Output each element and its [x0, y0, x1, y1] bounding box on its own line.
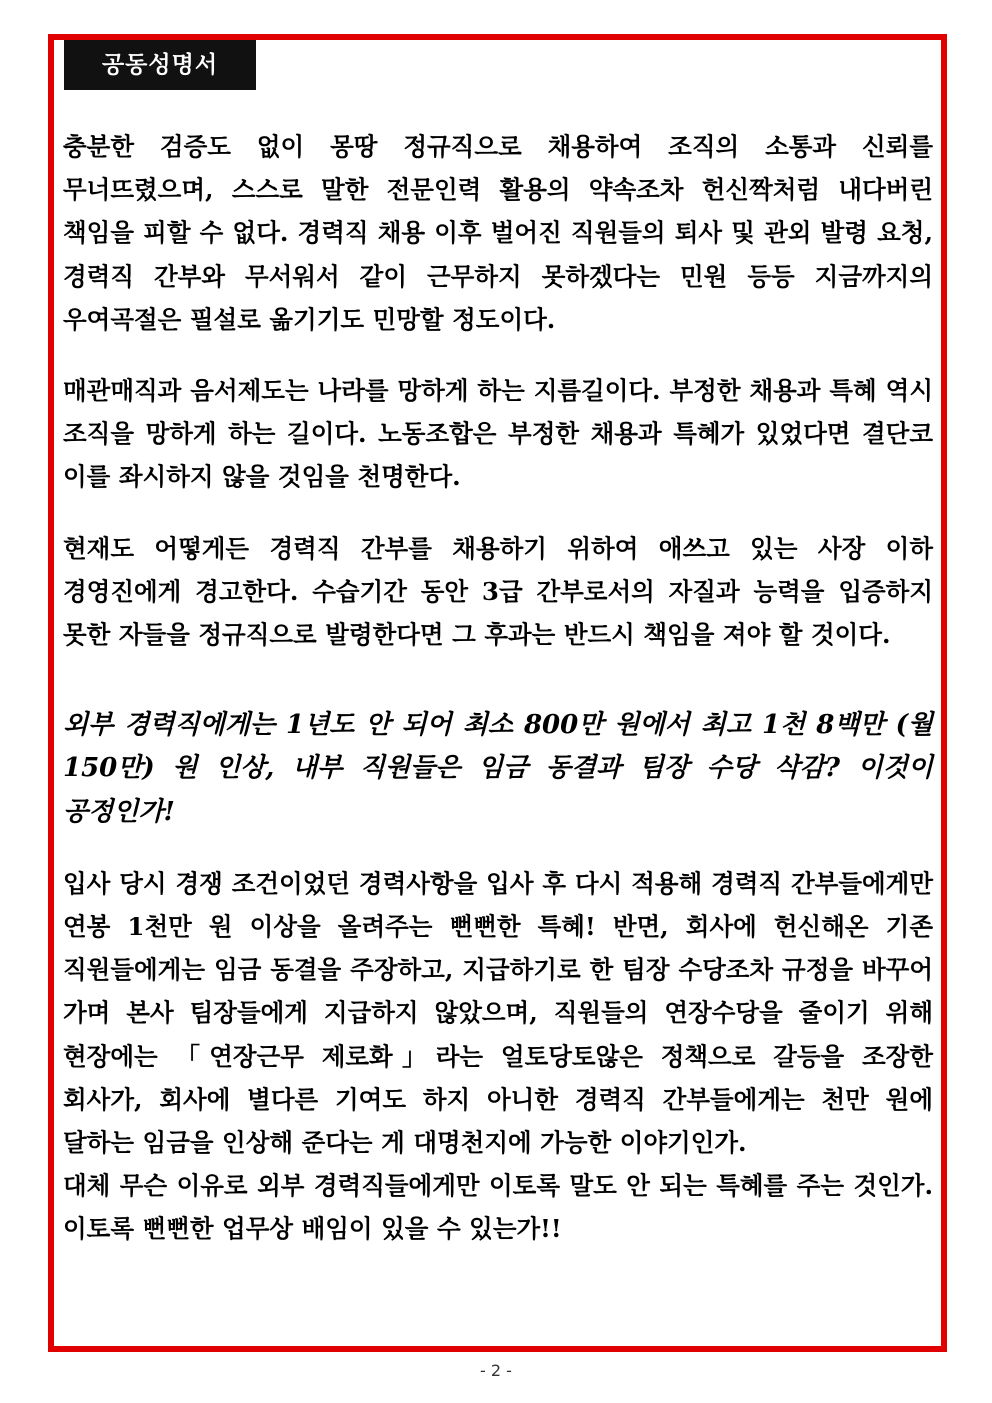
statement-label: 공동성명서	[64, 40, 256, 90]
emphasis-heading: 외부 경력직에게는 1년도 안 되어 최소 800만 원에서 최고 1천 8백만 (월 150만) 원 인상, 내부 직원들은 임금 동결과 팀장 수당 삭감? 이것이 공정인가!	[63, 710, 933, 827]
paragraph-5: 입사 당시 경쟁 조건이었던 경력사항을 입사 후 다시 적용해 경력직 간부들에게만 연봉 1천만 원 이상을 올려주는 뻔뻔한 특혜! 반면, 회사에 헌신해온 기존 직원들에게는 임금 동결을 주장하고, 지급하기로 한 팀장 수당조차 규정을 바꾸어 가며 본사 팀장들에게 지급하지 않았으며, 직원들의 연장수당을 줄이기 위해 현장에는 「연장근무 제로화」라는 얼토당토않은 정책으로 갈등을 조장한 회사가, 회사에 별다른 기여도 하지 아니한 경력직 간부들에게는 천만 원에 달하는 임금을 인상해 준다는 게 대명천지에 가능한 이야기인가.	[63, 868, 933, 1158]
document-body	[63, 125, 933, 1251]
paragraph-2: 매관매직과 음서제도는 나라를 망하게 하는 지름길이다. 부정한 채용과 특혜 역시 조직을 망하게 하는 길이다. 노동조합은 부정한 채용과 특혜가 있었다면 결단코 이를 좌시하지 않을 것임을 천명한다.	[63, 376, 933, 492]
paragraph-1: 충분한 검증도 없이 몽땅 정규직으로 채용하여 조직의 소통과 신뢰를 무너뜨렸으며, 스스로 말한 전문인력 활용의 약속조차 헌신짝처럼 내다버린 책임을 피할 수 없다. 경력직 채용 이후 벌어진 직원들의 퇴사 및 관외 발령 요청, 경력직 간부와 무서워서 같이 근무하지 못하겠다는 민원 등등 지금까지의 우여곡절은 필설로 옮기기도 민망할 정도이다.	[63, 132, 933, 334]
paragraph-3: 현재도 어떻게든 경력직 간부를 채용하기 위하여 애쓰고 있는 사장 이하 경영진에게 경고한다. 수습기간 동안 3급 간부로서의 자질과 능력을 입증하지 못한 자들을 정규직으로 발령한다면 그 후과는 반드시 책임을 져야 할 것이다.	[63, 533, 933, 650]
page-number: - 2 -	[480, 1361, 512, 1380]
paragraph-6: 대체 무슨 이유로 외부 경력직들에게만 이토록 말도 안 되는 특혜를 주는 것인가. 이토록 뻔뻔한 업무상 배임이 있을 수 있는가!!	[63, 1171, 933, 1244]
document-frame	[48, 34, 947, 1352]
